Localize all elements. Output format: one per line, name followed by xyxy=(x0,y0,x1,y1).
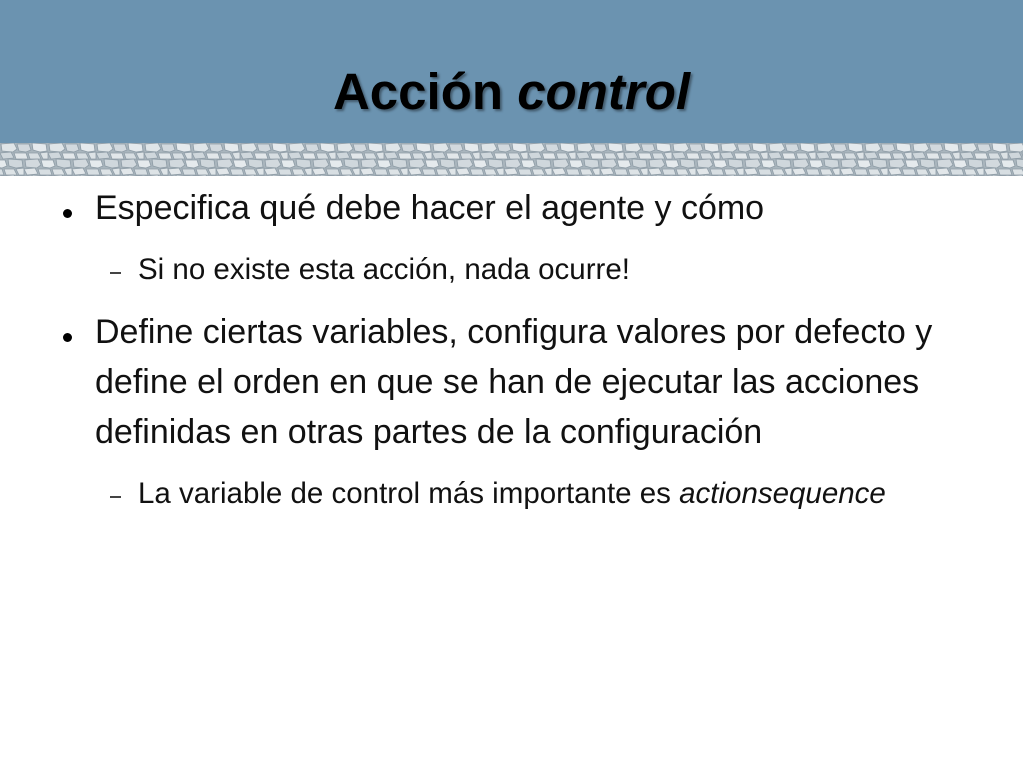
stone xyxy=(144,152,158,159)
stone xyxy=(168,168,182,175)
stone xyxy=(697,159,713,168)
stone xyxy=(38,169,52,175)
stone xyxy=(560,143,575,152)
stone xyxy=(686,153,700,159)
stone xyxy=(553,159,569,168)
stone xyxy=(744,168,758,175)
stone xyxy=(649,159,665,168)
stone xyxy=(504,168,518,175)
stone xyxy=(25,159,41,168)
stone xyxy=(257,144,271,152)
stone xyxy=(446,153,460,159)
stone xyxy=(89,160,103,168)
stone xyxy=(505,159,521,168)
stone xyxy=(288,152,302,159)
stone xyxy=(512,143,527,152)
stone xyxy=(72,168,86,175)
stone xyxy=(625,143,641,152)
stone xyxy=(233,160,247,168)
stone xyxy=(992,143,1007,152)
stone xyxy=(809,160,823,168)
stone xyxy=(961,143,977,152)
stone xyxy=(62,153,76,159)
stone xyxy=(230,169,244,175)
stone xyxy=(313,159,329,168)
stone xyxy=(360,168,374,175)
stone xyxy=(480,152,494,159)
stone xyxy=(584,159,599,168)
stone xyxy=(662,169,676,175)
stone xyxy=(456,168,470,175)
stone xyxy=(672,152,686,159)
stone xyxy=(577,143,593,152)
stone xyxy=(920,159,935,168)
stone xyxy=(830,153,844,159)
stone xyxy=(518,169,532,175)
stone xyxy=(224,143,239,152)
stone xyxy=(913,143,929,152)
stone xyxy=(816,152,830,159)
stone xyxy=(497,144,511,152)
stone xyxy=(656,143,671,152)
stone xyxy=(769,143,785,152)
stone xyxy=(464,143,479,152)
stone xyxy=(200,159,215,168)
stone xyxy=(182,169,196,175)
bullet-list xyxy=(0,183,1023,531)
stone xyxy=(176,143,191,152)
stone xyxy=(841,159,857,168)
stone xyxy=(782,153,796,159)
stone xyxy=(944,143,959,152)
stone xyxy=(665,160,679,168)
stone xyxy=(878,153,892,159)
stone xyxy=(302,153,316,159)
stone xyxy=(216,168,230,175)
stone xyxy=(337,143,353,152)
sub-bullet-text: La variable de control más importante es xyxy=(138,477,671,510)
stone xyxy=(590,153,604,159)
stone xyxy=(600,168,614,175)
stone xyxy=(350,153,364,159)
stone xyxy=(161,144,175,152)
stone xyxy=(721,143,737,152)
stone xyxy=(361,159,377,168)
stone xyxy=(953,160,967,168)
stone xyxy=(752,143,767,152)
stone xyxy=(110,153,124,159)
stone xyxy=(905,160,919,168)
stone xyxy=(785,144,799,152)
stone xyxy=(134,169,148,175)
stone xyxy=(776,159,791,168)
stone xyxy=(120,168,134,175)
stone xyxy=(1008,152,1022,159)
stone xyxy=(377,160,391,168)
bullet-item xyxy=(0,307,975,457)
stone xyxy=(329,160,343,168)
stone xyxy=(41,160,55,168)
stone xyxy=(792,168,806,175)
stone xyxy=(121,159,137,168)
stone xyxy=(169,159,185,168)
stone xyxy=(209,144,223,152)
stone xyxy=(449,144,463,152)
stone xyxy=(152,159,167,168)
stone xyxy=(902,169,916,175)
stone xyxy=(673,143,689,152)
stone xyxy=(185,160,199,168)
stone xyxy=(632,159,647,168)
stone xyxy=(833,144,847,152)
stone xyxy=(470,169,484,175)
dash-marker-icon xyxy=(110,272,121,274)
stone xyxy=(481,143,497,152)
stone xyxy=(713,160,727,168)
stone xyxy=(545,144,559,152)
stone xyxy=(145,143,161,152)
stone xyxy=(761,160,775,168)
sub-bullet-emphasis: actionsequence xyxy=(679,477,886,510)
stone xyxy=(985,159,1001,168)
bullet-group xyxy=(0,183,1023,291)
stone xyxy=(881,144,895,152)
stone xyxy=(824,159,839,168)
stone xyxy=(998,169,1012,175)
stone xyxy=(728,159,743,168)
stone xyxy=(817,143,833,152)
stone xyxy=(800,143,815,152)
bullet-item xyxy=(0,183,975,233)
stone xyxy=(0,152,14,159)
stone xyxy=(385,143,401,152)
stone xyxy=(840,168,854,175)
bullet-marker-icon xyxy=(63,333,72,342)
slide-title-regular: Acción xyxy=(332,63,504,120)
stone xyxy=(680,159,695,168)
stone xyxy=(865,143,881,152)
stone xyxy=(529,143,545,152)
stone xyxy=(17,144,31,152)
stone xyxy=(848,143,863,152)
stone xyxy=(457,159,473,168)
bullet-group xyxy=(0,307,1023,515)
stone xyxy=(737,144,751,152)
stone xyxy=(864,152,878,159)
stone xyxy=(240,152,254,159)
stone xyxy=(97,143,113,152)
stone xyxy=(1009,143,1023,152)
stone xyxy=(137,160,151,168)
stone xyxy=(593,144,607,152)
stone xyxy=(392,159,407,168)
stone xyxy=(566,169,580,175)
stone xyxy=(793,159,809,168)
stone xyxy=(440,159,455,168)
stone xyxy=(368,143,383,152)
stone xyxy=(984,168,998,175)
stone xyxy=(704,143,719,152)
stone xyxy=(641,144,655,152)
stone xyxy=(638,153,652,159)
stone xyxy=(344,159,359,168)
stone xyxy=(206,153,220,159)
stone xyxy=(601,159,617,168)
stone xyxy=(353,144,367,152)
stone xyxy=(488,159,503,168)
stone xyxy=(113,144,127,152)
stone xyxy=(80,143,95,152)
stone xyxy=(278,169,292,175)
stone xyxy=(689,144,703,152)
stone xyxy=(926,153,940,159)
stone xyxy=(528,152,542,159)
stone xyxy=(374,169,388,175)
stone xyxy=(1001,160,1015,168)
stone xyxy=(624,152,638,159)
stone xyxy=(758,169,772,175)
stone xyxy=(264,168,278,175)
stone xyxy=(326,169,340,175)
stone xyxy=(312,168,326,175)
stone xyxy=(977,144,991,152)
stone xyxy=(552,168,566,175)
stone xyxy=(24,168,38,175)
stone xyxy=(974,153,988,159)
stone xyxy=(193,143,209,152)
stone xyxy=(614,169,628,175)
sub-bullet-item xyxy=(0,249,1023,291)
sub-bullet-text: Si no existe esta acción, nada ocurre! xyxy=(138,253,630,286)
stone xyxy=(968,159,983,168)
stone xyxy=(254,153,268,159)
stone xyxy=(889,159,905,168)
stone xyxy=(950,169,964,175)
stone xyxy=(425,160,439,168)
sub-bullet-item xyxy=(0,473,1023,515)
stone xyxy=(305,144,319,152)
stone xyxy=(14,153,28,159)
stone xyxy=(409,159,425,168)
stone xyxy=(936,168,950,175)
stone xyxy=(768,152,782,159)
stone xyxy=(241,143,257,152)
stone xyxy=(888,168,902,175)
stone xyxy=(398,153,412,159)
stone xyxy=(158,153,172,159)
slide-title-italic: control xyxy=(517,63,691,120)
stone xyxy=(960,152,974,159)
stone xyxy=(296,159,311,168)
stone xyxy=(320,143,335,152)
stone-texture-band xyxy=(0,143,1023,176)
stone xyxy=(710,169,724,175)
stone xyxy=(336,152,350,159)
stone xyxy=(281,160,295,168)
stone xyxy=(912,152,926,159)
stone xyxy=(422,169,436,175)
stone xyxy=(56,159,71,168)
stone xyxy=(854,169,868,175)
stone xyxy=(384,152,398,159)
bullet-marker-icon xyxy=(63,209,72,218)
stone xyxy=(73,159,89,168)
stone xyxy=(104,159,119,168)
stone xyxy=(432,152,446,159)
stone xyxy=(857,160,871,168)
stone xyxy=(1012,169,1023,175)
stone xyxy=(536,159,551,168)
stone xyxy=(289,143,305,152)
stone xyxy=(48,152,62,159)
stone xyxy=(192,152,206,159)
stone xyxy=(542,153,556,159)
stone xyxy=(272,143,287,152)
stone xyxy=(745,159,761,168)
stone xyxy=(32,143,47,152)
stone xyxy=(1,143,17,152)
stone xyxy=(8,159,23,168)
dash-marker-icon xyxy=(110,496,121,498)
bullet-text: Define ciertas variables, configura valores por defecto y define el orden en que se han de ejecutar las acciones definidas en otras partes de la configuración xyxy=(95,313,933,451)
stone xyxy=(937,159,953,168)
stone xyxy=(86,169,100,175)
stone xyxy=(408,168,422,175)
stone xyxy=(401,144,415,152)
stone xyxy=(494,153,508,159)
stone xyxy=(734,153,748,159)
stone xyxy=(872,159,887,168)
stone xyxy=(265,159,281,168)
stone xyxy=(569,160,583,168)
stone xyxy=(433,143,449,152)
stone xyxy=(49,143,65,152)
stone xyxy=(128,143,143,152)
stone xyxy=(521,160,535,168)
stone xyxy=(617,160,631,168)
stone xyxy=(65,144,79,152)
stone xyxy=(416,143,431,152)
stone xyxy=(896,143,911,152)
bullet-text: Especifica qué debe hacer el agente y cómo xyxy=(95,189,765,227)
stone xyxy=(648,168,662,175)
stone xyxy=(248,159,263,168)
stone xyxy=(696,168,710,175)
stone-texture-svg xyxy=(0,143,1023,176)
stone xyxy=(473,160,487,168)
slide-title xyxy=(0,62,1023,122)
stone xyxy=(96,152,110,159)
stone xyxy=(929,144,943,152)
stone xyxy=(576,152,590,159)
stone xyxy=(720,152,734,159)
stone xyxy=(608,143,623,152)
stone xyxy=(217,159,233,168)
stone xyxy=(806,169,820,175)
